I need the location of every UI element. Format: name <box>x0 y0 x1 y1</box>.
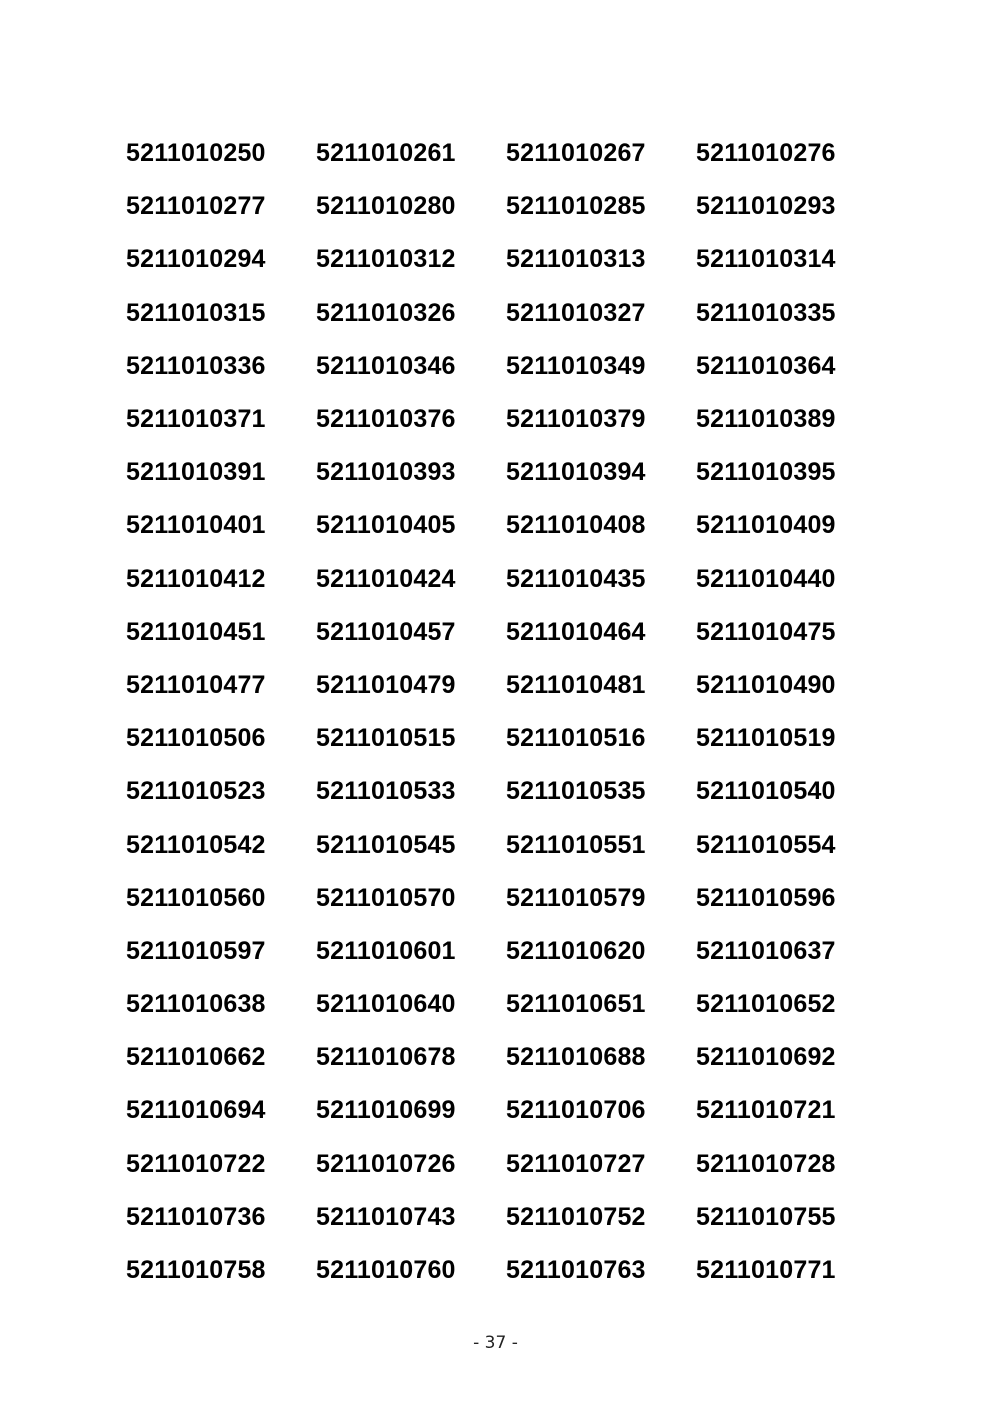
number-entry: 5211010652 <box>696 990 836 1019</box>
number-entry: 5211010560 <box>126 883 266 912</box>
number-entry: 5211010276 <box>696 139 836 168</box>
number-entry: 5211010535 <box>506 777 646 806</box>
number-entry: 5211010315 <box>126 298 266 327</box>
number-row <box>126 233 886 286</box>
number-row <box>126 818 886 871</box>
number-entry: 5211010651 <box>506 990 646 1019</box>
number-entry: 5211010313 <box>506 245 646 274</box>
number-row <box>126 606 886 659</box>
number-row <box>126 1191 886 1244</box>
number-entry: 5211010694 <box>126 1096 266 1125</box>
number-entry: 5211010692 <box>696 1043 836 1072</box>
number-entry: 5211010481 <box>506 670 646 699</box>
number-row <box>126 765 886 818</box>
number-entry: 5211010755 <box>696 1202 836 1231</box>
number-row <box>126 978 886 1031</box>
number-entry: 5211010391 <box>126 458 266 487</box>
number-entry: 5211010349 <box>506 351 646 380</box>
number-entry: 5211010379 <box>506 405 646 434</box>
number-entry: 5211010261 <box>316 139 456 168</box>
number-entry: 5211010293 <box>696 192 836 221</box>
number-entry: 5211010519 <box>696 724 836 753</box>
number-entry: 5211010327 <box>506 298 646 327</box>
number-entry: 5211010699 <box>316 1096 456 1125</box>
number-row <box>126 1031 886 1084</box>
number-row <box>126 340 886 393</box>
number-entry: 5211010752 <box>506 1202 646 1231</box>
number-entry: 5211010760 <box>316 1256 456 1285</box>
number-entry: 5211010475 <box>696 617 836 646</box>
number-entry: 5211010267 <box>506 139 646 168</box>
number-entry: 5211010620 <box>506 936 646 965</box>
number-entry: 5211010728 <box>696 1149 836 1178</box>
number-entry: 5211010554 <box>696 830 836 859</box>
number-entry: 5211010294 <box>126 245 266 274</box>
number-entry: 5211010477 <box>126 670 266 699</box>
number-row <box>126 1138 886 1191</box>
number-entry: 5211010678 <box>316 1043 456 1072</box>
number-entry: 5211010335 <box>696 298 836 327</box>
number-entry: 5211010395 <box>696 458 836 487</box>
number-entry: 5211010722 <box>126 1149 266 1178</box>
number-entry: 5211010440 <box>696 564 836 593</box>
number-entry: 5211010506 <box>126 724 266 753</box>
number-entry: 5211010409 <box>696 511 836 540</box>
number-entry: 5211010405 <box>316 511 456 540</box>
number-entry: 5211010326 <box>316 298 456 327</box>
number-entry: 5211010312 <box>316 245 456 274</box>
number-entry: 5211010743 <box>316 1202 456 1231</box>
number-entry: 5211010394 <box>506 458 646 487</box>
number-entry: 5211010640 <box>316 990 456 1019</box>
number-row <box>126 659 886 712</box>
number-row <box>126 1084 886 1137</box>
number-row <box>126 1244 886 1297</box>
number-entry: 5211010662 <box>126 1043 266 1072</box>
page-number: - 37 - <box>473 1333 518 1353</box>
number-entry: 5211010579 <box>506 883 646 912</box>
number-entry: 5211010408 <box>506 511 646 540</box>
number-entry: 5211010516 <box>506 724 646 753</box>
number-entry: 5211010542 <box>126 830 266 859</box>
number-entry: 5211010540 <box>696 777 836 806</box>
number-entry: 5211010638 <box>126 990 266 1019</box>
number-entry: 5211010533 <box>316 777 456 806</box>
number-entry: 5211010771 <box>696 1256 836 1285</box>
number-entry: 5211010457 <box>316 617 456 646</box>
number-row <box>126 872 886 925</box>
number-entry: 5211010277 <box>126 192 266 221</box>
number-entry: 5211010545 <box>316 830 456 859</box>
number-entry: 5211010726 <box>316 1149 456 1178</box>
number-entry: 5211010364 <box>696 351 836 380</box>
number-entry: 5211010424 <box>316 564 456 593</box>
number-row <box>126 446 886 499</box>
number-entry: 5211010250 <box>126 139 266 168</box>
number-entry: 5211010515 <box>316 724 456 753</box>
number-entry: 5211010601 <box>316 936 456 965</box>
number-entry: 5211010523 <box>126 777 266 806</box>
number-entry: 5211010688 <box>506 1043 646 1072</box>
number-entry: 5211010314 <box>696 245 836 274</box>
number-entry: 5211010479 <box>316 670 456 699</box>
number-row <box>126 712 886 765</box>
number-row <box>126 499 886 552</box>
number-entry: 5211010336 <box>126 351 266 380</box>
number-entry: 5211010346 <box>316 351 456 380</box>
number-row <box>126 180 886 233</box>
number-entry: 5211010706 <box>506 1096 646 1125</box>
number-entry: 5211010597 <box>126 936 266 965</box>
number-entry: 5211010376 <box>316 405 456 434</box>
number-list <box>126 127 886 1297</box>
number-entry: 5211010763 <box>506 1256 646 1285</box>
number-entry: 5211010721 <box>696 1096 836 1125</box>
number-entry: 5211010401 <box>126 511 266 540</box>
number-entry: 5211010412 <box>126 564 266 593</box>
number-entry: 5211010389 <box>696 405 836 434</box>
number-row <box>126 287 886 340</box>
number-entry: 5211010637 <box>696 936 836 965</box>
number-entry: 5211010371 <box>126 405 266 434</box>
number-entry: 5211010551 <box>506 830 646 859</box>
number-entry: 5211010451 <box>126 617 266 646</box>
number-entry: 5211010435 <box>506 564 646 593</box>
number-entry: 5211010596 <box>696 883 836 912</box>
number-entry: 5211010490 <box>696 670 836 699</box>
number-entry: 5211010736 <box>126 1202 266 1231</box>
number-entry: 5211010285 <box>506 192 646 221</box>
number-entry: 5211010758 <box>126 1256 266 1285</box>
number-row <box>126 553 886 606</box>
number-entry: 5211010464 <box>506 617 646 646</box>
number-row <box>126 127 886 180</box>
number-row <box>126 393 886 446</box>
number-entry: 5211010727 <box>506 1149 646 1178</box>
number-row <box>126 925 886 978</box>
number-entry: 5211010570 <box>316 883 456 912</box>
number-entry: 5211010393 <box>316 458 456 487</box>
number-entry: 5211010280 <box>316 192 456 221</box>
